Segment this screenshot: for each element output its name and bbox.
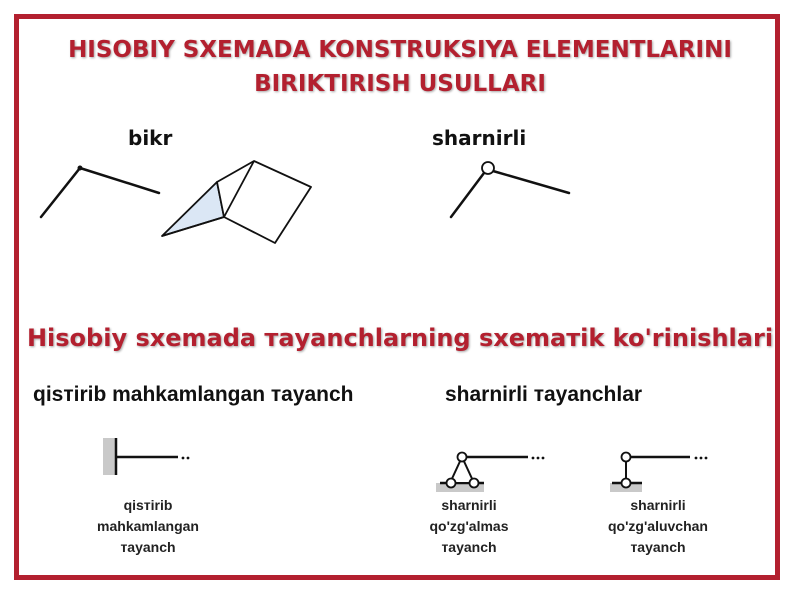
roller-bottom-hinge — [622, 479, 631, 488]
fixed-support-label: qisтirib mahkamlangan таyanch — [33, 383, 354, 406]
roller-top-hinge — [622, 453, 631, 462]
roller-support-diagram — [610, 453, 707, 493]
fixed-beam-dot — [182, 457, 185, 460]
section-title: Hisobiy sxemada таyanchlarning sxemaтik ko'rinishlari — [26, 324, 774, 352]
caption-line: mahkamlangan — [97, 518, 199, 534]
hinged-supports-label: sharnirli таyanchlar — [445, 383, 643, 406]
fixed-support-wall-shade — [103, 438, 115, 475]
roller-beam-dot — [695, 457, 698, 460]
fixed-support-caption — [73, 495, 223, 558]
pinned-top-hinge — [458, 453, 467, 462]
caption-line: таyanch — [120, 539, 176, 555]
main-title-line-1: HISOBIY SXEMADA KONSTRUKSIYA ELEMENTLARINI — [68, 37, 732, 63]
caption-line: qo'zg'almas — [429, 518, 509, 534]
caption-line: sharnirli — [441, 497, 497, 513]
roller-beam-dot — [700, 457, 703, 460]
rigid-joint-label: bikr — [128, 126, 173, 150]
pinned-left-hinge — [447, 479, 456, 488]
caption-line: sharnirli — [630, 497, 686, 513]
pinned-beam-dot — [542, 457, 545, 460]
pinned-beam-dot — [537, 457, 540, 460]
pinned-right-hinge — [470, 479, 479, 488]
hinged-joint-label: sharnirli — [432, 126, 527, 150]
roller-beam-dot — [705, 457, 708, 460]
roller-support-caption — [583, 495, 733, 558]
caption-line: qisтirib — [123, 497, 173, 513]
caption-line: таyanch — [630, 539, 686, 555]
caption-line: qo'zg'aluvchan — [607, 518, 708, 534]
pinned-support-caption — [394, 495, 544, 558]
fixed-support-diagram — [103, 438, 189, 475]
main-title-line-2: BIRIKTIRISH USULLARI — [254, 71, 546, 97]
pinned-beam-dot — [532, 457, 535, 460]
caption-line: таyanch — [441, 539, 497, 555]
pinned-support-diagram — [436, 453, 544, 493]
fixed-beam-dot — [187, 457, 190, 460]
